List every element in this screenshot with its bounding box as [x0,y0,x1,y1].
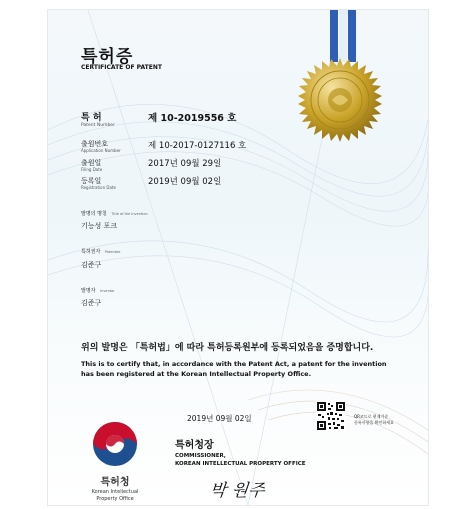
patentee-label-ko: 특허권자 [81,249,101,255]
patentee-value: 김준구 [81,261,102,269]
invention-title-label [81,210,148,217]
qr-instruction [354,414,394,426]
kipo-logo-icon [90,419,140,469]
application-number-label-en: Application Number [81,148,121,153]
issue-date: 2019년 09월 02일 [187,414,252,423]
invention-title-value: 기능성 포크 [81,222,118,230]
qr-instruction-line2: 등록사항을 확인하세요 [354,420,394,425]
patentee-label [81,248,120,255]
invention-title-label-en: Title of the Invention [111,212,148,216]
ribbon [348,10,356,62]
gold-seal-icon [296,56,384,144]
filing-date-label: 출원일 [81,159,102,167]
certificate-title-en: CERTIFICATE OF PATENT [81,64,162,71]
patent-number-label: 특 허 [81,113,102,123]
invention-title-label-ko: 발명의 명칭 [81,211,107,217]
filing-date-label-en: Filing Date [81,167,103,172]
commissioner-title-en-line2: KOREAN INTELLECTUAL PROPERTY OFFICE [175,461,306,467]
certification-statement-en [81,359,401,379]
certificate-title: 특허증 [81,47,134,67]
office-name-en [70,489,160,503]
inventor-label-en: Inventor [100,289,115,293]
patent-number-label-en: Patent Number [81,123,115,128]
commissioner-signature: 박 원주 [208,481,266,501]
application-number-value: 제 10-2017-0127116 호 [148,141,247,151]
inventor-label [81,287,115,294]
filing-date-value: 2017년 09월 29일 [148,159,222,169]
commissioner-title-en-line1: COMMISSIONER, [175,453,226,459]
registration-date-value: 2019년 09월 02일 [148,177,222,187]
registration-date-label-en: Registration Date [81,185,116,190]
office-name-ko: 특허청 [100,477,130,488]
office-name-en-line1: Korean Intellectual [91,489,139,495]
ribbon [339,10,347,62]
office-name-en-line2: Property Office [96,496,134,502]
ribbon [330,10,338,62]
patent-certificate [47,9,429,506]
certification-statement-ko: 위의 발명은 「특허법」에 따라 특허등록원부에 등록되었음을 증명합니다. [81,343,374,353]
certification-statement-en-line1: This is to certify that, in accordance with the Patent Act, a patent for the invention [81,360,387,368]
patent-number-value: 제 10-2019556 호 [148,113,237,124]
commissioner-title-ko: 특허청장 [175,440,214,451]
inventor-label-ko: 발명자 [81,288,96,294]
patentee-label-en: Patentee [104,250,121,254]
qr-code-icon [316,401,346,431]
inventor-value: 김준구 [81,299,102,307]
certification-statement-en-line2: has been registered at the Korean Intellectual Property Office. [81,370,312,378]
qr-instruction-line1: QR코드로 현재기준 [354,414,389,419]
application-number-label: 출원번호 [81,140,109,148]
registration-date-label: 등록일 [81,177,102,185]
commissioner-title-en [175,452,306,468]
